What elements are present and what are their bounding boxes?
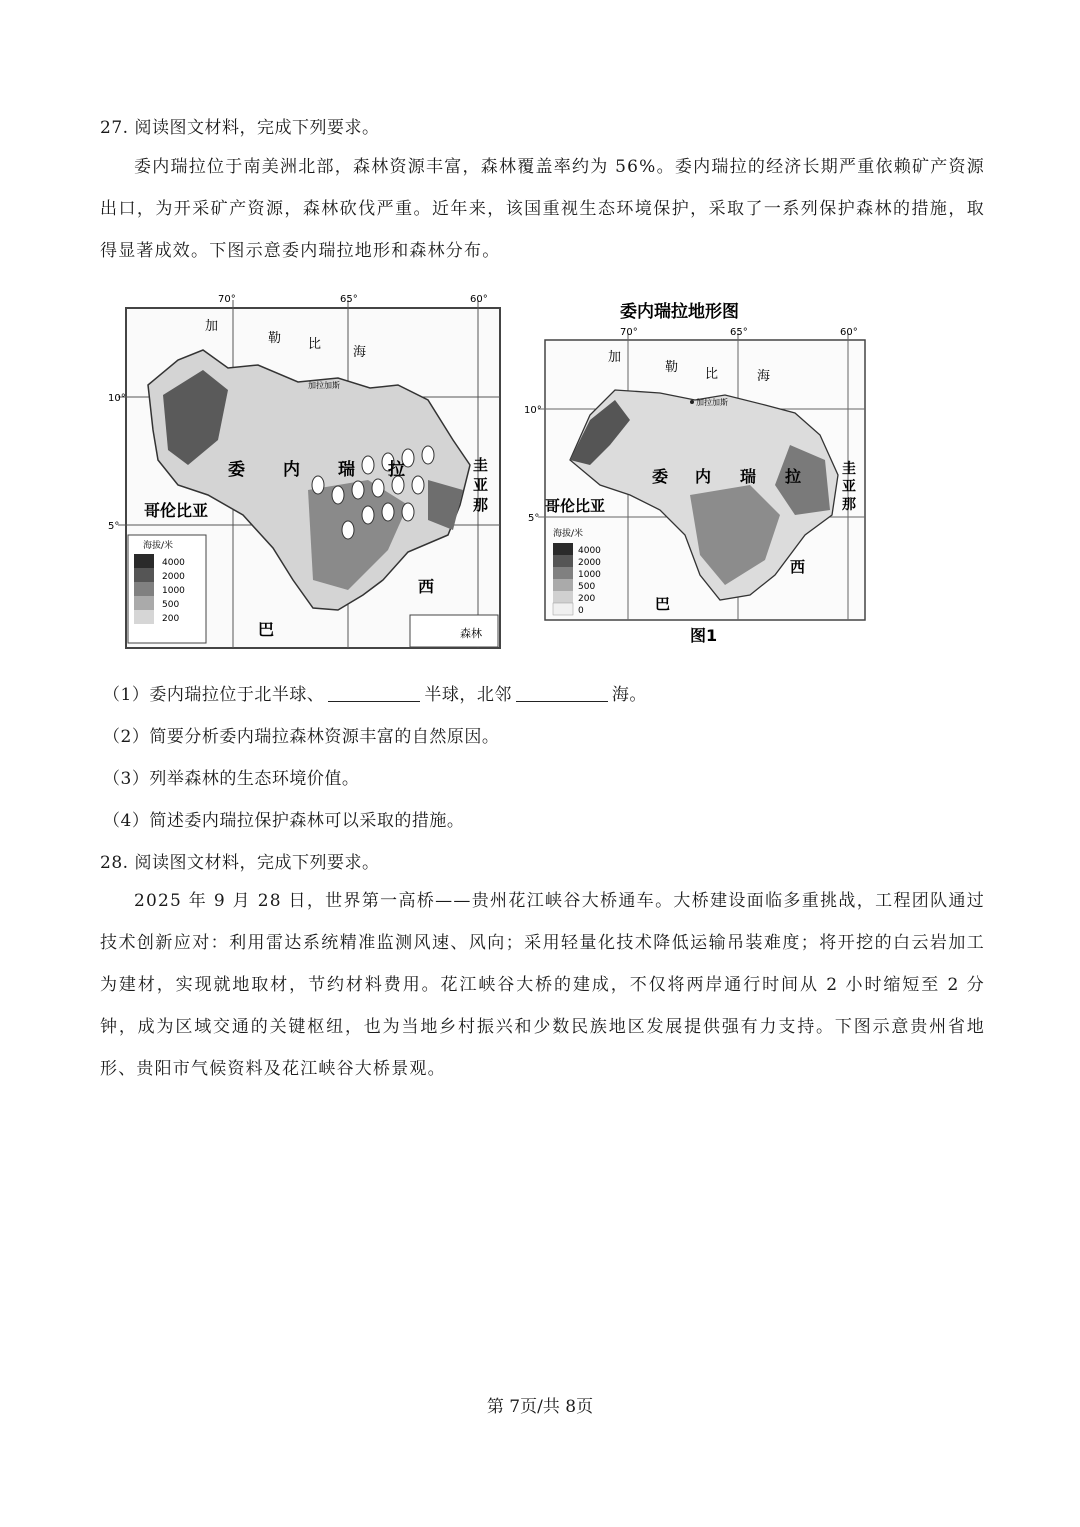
map1-sea-char-1: 加	[205, 319, 219, 334]
q27-heading: 27. 阅读图文材料，完成下列要求。	[100, 118, 380, 138]
map1-sea-char-3: 比	[308, 337, 322, 352]
q27-sub1-text-c: 海。	[611, 685, 647, 705]
map2-country-char-4: 拉	[785, 467, 802, 486]
map2-title: 委内瑞拉地形图	[620, 302, 739, 322]
map2-lon-65: 65°	[730, 327, 748, 338]
q27-sub2: （2）简要分析委内瑞拉森林资源丰富的自然原因。	[103, 727, 500, 747]
map2-legend-4000: 4000	[578, 546, 601, 556]
map2-lon-60: 60°	[840, 327, 858, 338]
map2-legend-200: 200	[578, 594, 596, 604]
map1-sea-char-4: 海	[353, 345, 367, 360]
map2-legend-1000: 1000	[578, 570, 601, 580]
map1-lat-10: 10°	[108, 393, 126, 404]
map2-guyana-char-3: 那	[842, 497, 856, 513]
map1-forest-legend	[410, 615, 498, 647]
map2-legend-0: 0	[578, 606, 584, 616]
map1-guyana-char-3: 那	[473, 496, 489, 514]
map1-lon-70: 70°	[218, 294, 236, 305]
map2-legend-500: 500	[578, 582, 596, 592]
q27-sub4: （4）简述委内瑞拉保护森林可以采取的措施。	[103, 811, 465, 831]
map2-legend-2000: 2000	[578, 558, 601, 568]
map2-lat-5: 5°	[528, 513, 540, 524]
map2-sea-char-4: 海	[757, 369, 771, 384]
map2-caption: 图1	[690, 626, 718, 645]
map2-country-char-3: 瑞	[740, 467, 757, 486]
map2-brazil-char-1: 巴	[655, 595, 671, 613]
q28-paragraph-text: 2025 年 9 月 28 日，世界第一高桥——贵州花江峡谷大桥通车。大桥建设面临多重挑战，工程团队通过技术创新应对：利用雷达系统精准监测风速、风向；采用轻量化技术降低运输吊装难度；将开挖的白云岩加工为建材，实现就地取材，节约材料费用。花江峡谷大桥的建成，不仅将两岸通行时间从 2 小时缩短至 2 分钟，成为区域交通的关键枢纽，也为当地乡村振兴和少数民族地区发展提供强有力支持。下图示意贵州省地形、贵阳市气候资料及花江峡谷大桥景观。	[100, 891, 985, 1079]
map1-brazil-char-1: 巴	[258, 620, 275, 639]
q27-sub1-blank-2[interactable]	[516, 685, 608, 702]
q27-sub1-blank-1[interactable]	[328, 685, 420, 702]
map1-country-char-4: 拉	[388, 460, 405, 480]
map1-legend-500: 500	[162, 600, 180, 610]
map1-guyana-char-1: 圭	[473, 456, 489, 474]
map1-country-char-1: 委	[228, 460, 245, 480]
map2-colombia: 哥伦比亚	[545, 497, 606, 515]
map2-sea-char-3: 比	[705, 367, 719, 382]
q27-sub1-text-a: （1）委内瑞拉位于北半球、	[103, 685, 325, 705]
map2-lat-10: 10°	[524, 405, 542, 416]
map1-sea-char-2: 勒	[268, 331, 282, 346]
map1-lat-5: 5°	[108, 521, 120, 532]
map1-elevation-legend	[128, 535, 206, 643]
map1-country-char-2: 内	[283, 460, 300, 480]
map1-legend-4000: 4000	[162, 558, 185, 568]
map2-sea-char-1: 加	[608, 350, 622, 365]
map1-colombia: 哥伦比亚	[144, 501, 209, 520]
q27-paragraph-text: 委内瑞拉位于南美洲北部，森林资源丰富，森林覆盖率约为 56%。委内瑞拉的经济长期严重依赖矿产资源出口，为开采矿产资源，森林砍伐严重。近年来，该国重视生态环境保护，采取了一系列保护森林的措施，取得显著成效。下图示意委内瑞拉地形和森林分布。	[100, 157, 985, 261]
page-footer: 第 7页/共 8页	[486, 1397, 594, 1417]
map1-lon-60: 60°	[470, 294, 488, 305]
q27-sub1-text-b: 半球，北邻	[424, 685, 512, 705]
map1-caracas: 加拉加斯	[308, 381, 340, 390]
map1-legend-2000: 2000	[162, 572, 185, 582]
map2-sea-char-2: 勒	[665, 360, 679, 375]
map2-caracas-dot	[690, 400, 694, 404]
map2-guyana-char-2: 亚	[842, 479, 856, 495]
map2-country-char-1: 委	[652, 467, 669, 486]
map1-legend-title: 海拔/米	[143, 541, 174, 551]
map1-lon-65: 65°	[340, 294, 358, 305]
venezuela-topographic-map	[520, 295, 870, 650]
venezuela-forest-map	[108, 290, 508, 655]
q28-paragraph	[100, 880, 985, 1090]
map2-country-char-2: 内	[695, 467, 712, 486]
map1-legend-200: 200	[162, 614, 180, 624]
map2-caracas: 加拉加斯	[696, 398, 728, 407]
map1-forest-label: 森林	[460, 627, 482, 640]
q27-sub1	[103, 680, 647, 705]
q28-heading: 28. 阅读图文材料，完成下列要求。	[100, 853, 380, 873]
map2-brazil-char-2: 西	[790, 558, 806, 576]
map2-legend-title: 海拔/米	[553, 529, 584, 539]
map2-guyana-char-1: 圭	[842, 461, 856, 477]
map2-lon-70: 70°	[620, 327, 638, 338]
map1-country-char-3: 瑞	[338, 460, 355, 480]
q27-sub3: （3）列举森林的生态环境价值。	[103, 769, 360, 789]
map1-legend-1000: 1000	[162, 586, 185, 596]
map1-guyana-char-2: 亚	[473, 476, 489, 494]
q27-paragraph	[100, 146, 985, 272]
map1-brazil-char-2: 西	[418, 577, 435, 596]
